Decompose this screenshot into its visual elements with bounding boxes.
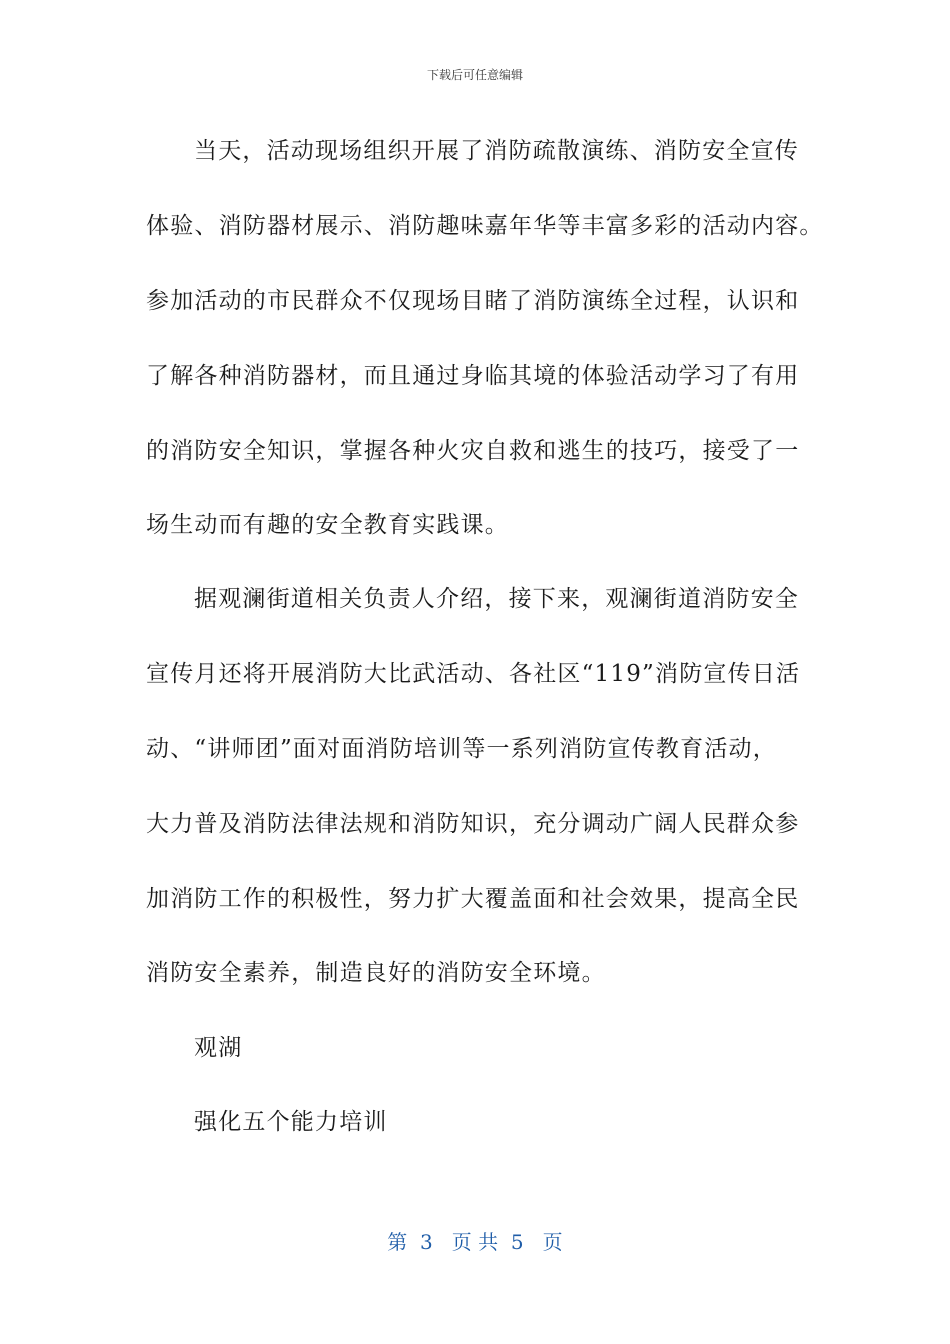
paragraph-3-line-1: 观湖 <box>194 1035 243 1061</box>
paragraph-1-line-4: 了解各种消防器材，而且通过身临其境的体验活动学习了有用 <box>146 363 800 389</box>
paragraph-1-line-5: 的消防安全知识，掌握各种火灾自救和逃生的技巧，接受了一 <box>146 438 800 464</box>
paragraph-1-line-6: 场生动而有趣的安全教育实践课。 <box>146 512 509 538</box>
paragraph-1-line-1: 当天，活动现场组织开展了消防疏散演练、消防安全宣传 <box>194 138 799 164</box>
paragraph-1-line-3: 参加活动的市民群众不仅现场目睹了消防演练全过程，认识和 <box>146 288 800 314</box>
paragraph-2-line-5: 加消防工作的积极性，努力扩大覆盖面和社会效果，提高全民 <box>146 886 800 912</box>
paragraph-2-line-6: 消防安全素养，制造良好的消防安全环境。 <box>146 960 606 986</box>
page-header: 下载后可任意编辑 <box>426 68 523 82</box>
paragraph-2-line-1: 据观澜街道相关负责人介绍，接下来，观澜街道消防安全 <box>194 586 799 612</box>
paragraph-2-line-2: 宣传月还将开展消防大比武活动、各社区“119”消防宣传日活 <box>146 661 801 687</box>
paragraph-2-line-4: 大力普及消防法律法规和消防知识，充分调动广阔人民群众参 <box>146 811 800 837</box>
paragraph-1-line-2: 体验、消防器材展示、消防趣味嘉年华等丰富多彩的活动内容。 <box>146 213 824 239</box>
paragraph-2-line-3: 动、“讲师团”面对面消防培训等一系列消防宣传教育活动， <box>146 736 777 762</box>
paragraph-4-line-1: 强化五个能力培训 <box>194 1109 388 1135</box>
page-footer: 第 3 页 共 5 页 <box>387 1230 563 1254</box>
